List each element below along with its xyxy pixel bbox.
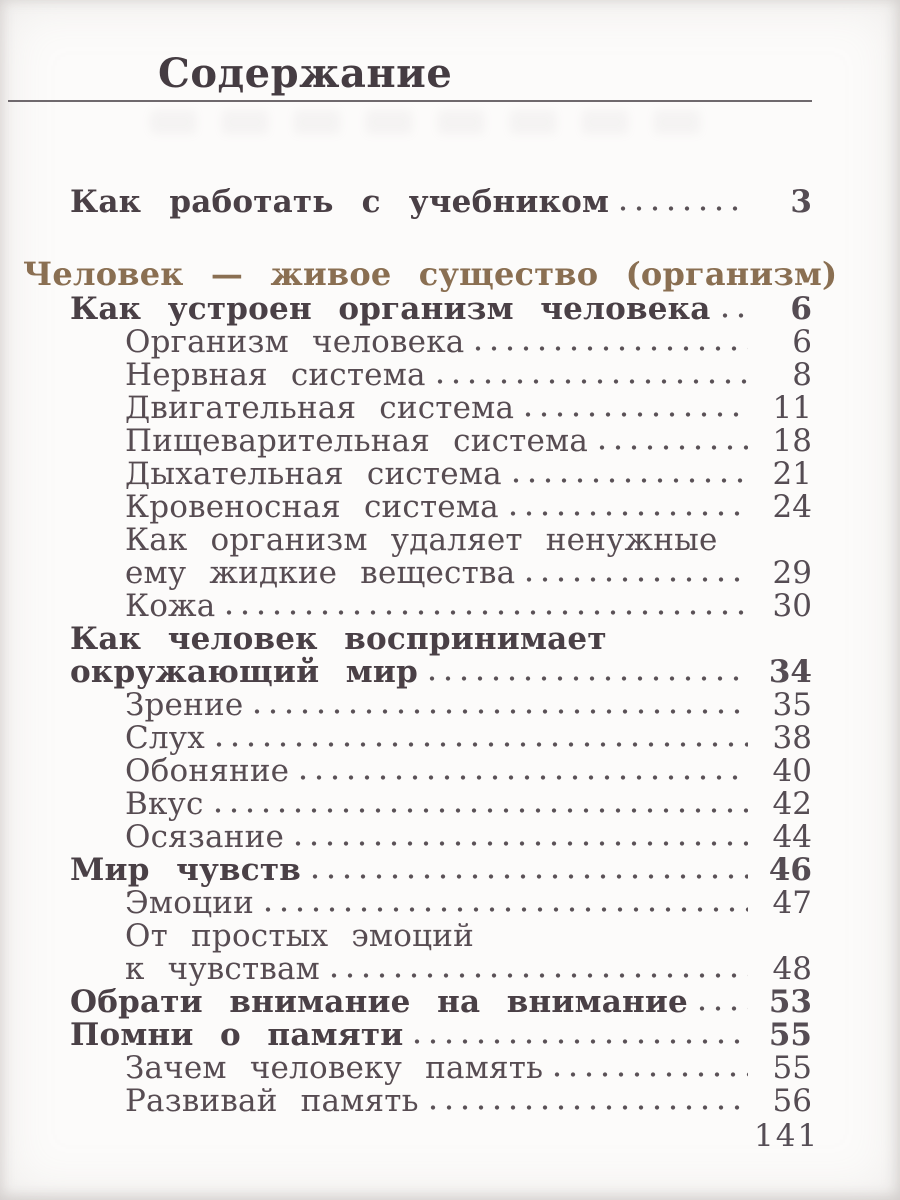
- toc-entry-page: 55: [772, 1050, 812, 1086]
- toc-entry-label: Эмоции: [125, 885, 254, 921]
- toc-entry: [23, 458, 812, 491]
- toc-entry: [23, 1019, 812, 1052]
- title-divider: [8, 100, 812, 102]
- toc-entry-page: 3: [790, 184, 812, 220]
- page-title: Содержание: [158, 50, 453, 97]
- page-showthrough-artifact: [150, 110, 720, 134]
- dotted-leader: [430, 1103, 748, 1112]
- dotted-leader: [526, 575, 748, 584]
- toc-entry: [23, 359, 812, 392]
- toc-entry: [23, 623, 812, 656]
- toc-entry: [23, 755, 812, 788]
- dotted-leader: [437, 377, 748, 386]
- dotted-leader: [525, 410, 748, 419]
- toc-entry: [23, 953, 812, 986]
- dotted-leader: [216, 740, 748, 749]
- dotted-leader: [729, 542, 748, 551]
- toc-entry: [23, 986, 812, 1019]
- toc-entry-page: 29: [772, 555, 812, 591]
- toc-entry-label: Зрение: [125, 687, 244, 723]
- toc-entry-label: Обрати внимание на внимание: [70, 984, 688, 1020]
- toc-entry: [23, 293, 812, 326]
- toc-entry-page: 35: [772, 687, 812, 723]
- toc-entry-label: Развивай память: [125, 1083, 419, 1119]
- dotted-leader: [254, 707, 748, 716]
- toc-entry: [23, 887, 812, 920]
- toc-entry: [23, 590, 812, 623]
- toc-entry: [23, 656, 812, 689]
- dotted-leader: [226, 608, 748, 617]
- toc-section-heading: [23, 255, 838, 293]
- toc-entry-label: Зачем человеку память: [125, 1050, 544, 1086]
- toc-entry-page: 55: [768, 1017, 812, 1053]
- toc-entry-label: к чувствам: [125, 951, 320, 987]
- toc-entry-page: 53: [768, 984, 812, 1020]
- toc-entry-page: [760, 623, 812, 656]
- toc-section-label: Человек — живое существо (организм): [23, 255, 838, 293]
- toc-entry-label: Как организм удаляет ненужные: [125, 522, 718, 558]
- toc-entry-label: Нервная система: [125, 357, 426, 393]
- dotted-leader: [513, 476, 748, 485]
- toc-entry-page: 6: [790, 291, 812, 327]
- dotted-leader: [722, 311, 748, 320]
- dotted-leader: [295, 839, 748, 848]
- toc-entry-page: 34: [768, 654, 812, 690]
- dotted-leader: [620, 204, 748, 213]
- toc-entry-label: Осязание: [125, 819, 284, 855]
- toc-entry-page: [860, 256, 900, 292]
- toc-entry: [23, 491, 812, 524]
- toc-entry-page: 40: [772, 753, 812, 789]
- toc-entry: [23, 722, 812, 755]
- folio-page-number: 141: [754, 1118, 820, 1154]
- dotted-leader: [215, 806, 748, 815]
- dotted-leader: [429, 674, 748, 683]
- toc-entry-page: 42: [772, 786, 812, 822]
- toc-entry-page: 56: [772, 1083, 812, 1119]
- toc-entry: [23, 326, 812, 359]
- toc-entry-page: 46: [768, 852, 812, 888]
- toc-entry-label: Мир чувств: [70, 852, 301, 888]
- toc-entry-label: Вкус: [125, 786, 204, 822]
- toc-entry-label: Как устроен организм человека: [70, 291, 711, 327]
- dotted-leader: [475, 344, 748, 353]
- toc-entry-page: 8: [792, 357, 812, 393]
- toc-entry: [23, 557, 812, 590]
- toc-entry-page: 47: [772, 885, 812, 921]
- toc-entry: [23, 186, 812, 219]
- dotted-leader: [312, 872, 748, 881]
- toc-entry-page: 24: [772, 489, 812, 525]
- toc-entry-page: 44: [772, 819, 812, 855]
- dotted-leader: [485, 938, 748, 947]
- toc-entry-page: 18: [772, 423, 812, 459]
- toc-entry: [23, 689, 812, 722]
- dotted-leader: [300, 773, 748, 782]
- toc-entry-label: Обоняние: [125, 753, 290, 789]
- toc-entry-page: [760, 920, 812, 953]
- toc-entry-page: 48: [772, 951, 812, 987]
- toc-entry-page: [760, 524, 812, 557]
- dotted-leader: [510, 509, 748, 518]
- toc-entry-label: Дыхательная система: [125, 456, 502, 492]
- toc-entry-page: 6: [792, 324, 812, 360]
- toc-entry-label: Слух: [125, 720, 205, 756]
- toc-entry-page: 30: [772, 588, 812, 624]
- toc-entry-page: 11: [772, 390, 812, 426]
- toc-entry-label: Кровеносная система: [125, 489, 499, 525]
- toc-entry: [23, 788, 812, 821]
- dotted-leader: [265, 905, 748, 914]
- toc-entry: [23, 524, 812, 557]
- toc-entry-label: Пищеварительная система: [125, 423, 589, 459]
- toc-entry: [23, 920, 812, 953]
- toc-entry-label: окружающий мир: [70, 654, 418, 690]
- toc-entry-label: Как человек воспринимает: [70, 621, 607, 657]
- toc-entry: [23, 854, 812, 887]
- table-of-contents: [23, 184, 838, 1119]
- toc-entry-page: 38: [772, 720, 812, 756]
- dotted-leader: [331, 971, 748, 980]
- dotted-leader: [699, 1004, 748, 1013]
- dotted-leader: [618, 641, 748, 650]
- toc-entry-label: Как работать с учебником: [70, 184, 610, 220]
- toc-entry-label: Помни о памяти: [70, 1017, 404, 1053]
- toc-entry-label: Двигательная система: [125, 390, 515, 426]
- toc-entry-label: Кожа: [125, 588, 216, 624]
- toc-entry: [23, 425, 812, 458]
- toc-entry: [23, 1085, 812, 1118]
- toc-entry-label: От простых эмоций: [125, 918, 474, 954]
- dotted-leader: [554, 1070, 748, 1079]
- dotted-leader: [599, 443, 748, 452]
- dotted-leader: [414, 1037, 748, 1046]
- toc-entry-label: Организм человека: [125, 324, 465, 360]
- toc-entry: [23, 1052, 812, 1085]
- toc-entry-page: 21: [772, 456, 812, 492]
- toc-entry: [23, 392, 812, 425]
- toc-entry-label: ему жидкие вещества: [125, 555, 516, 591]
- toc-entry: [23, 821, 812, 854]
